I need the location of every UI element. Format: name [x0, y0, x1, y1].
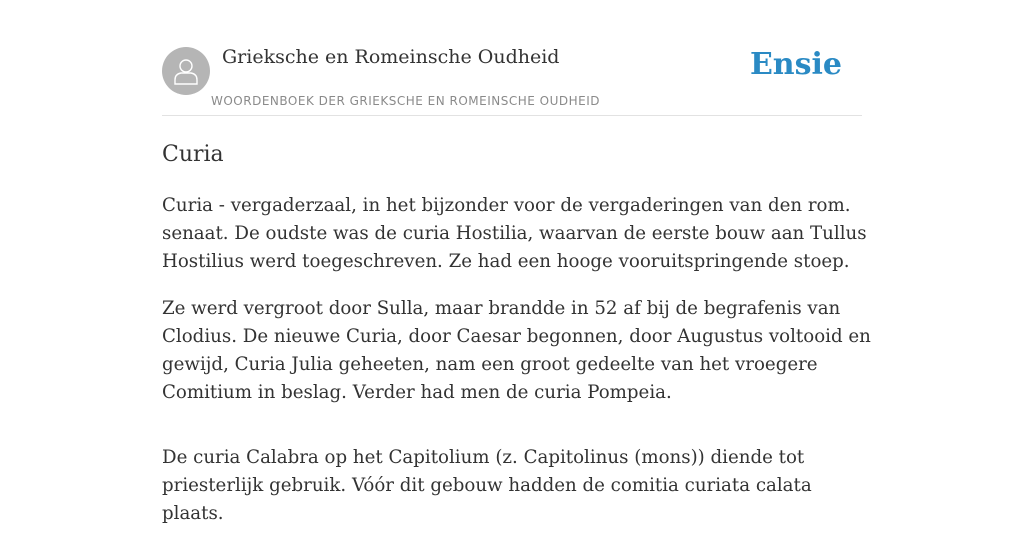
- entry-paragraph: De curia Calabra op het Capitolium (z. Capitolinus (mons)) diende tot priesterlijk gebruik. Vóór dit gebouw hadden de comitia curiata calata plaats.: [162, 447, 812, 524]
- source-header: [162, 0, 862, 116]
- entry-title: Curia: [162, 142, 224, 167]
- ensie-logo[interactable]: Ensie: [749, 47, 842, 82]
- entry-paragraph: Ze werd vergroot door Sulla, maar brandde in 52 af bij de begrafenis van Clodius. De nieuwe Curia, door Caesar begonnen, door Augustus voltooid en gewijd, Curia Julia geheeten, nam een groot gedeelte van het vroegere Comitium in beslag. Verder had men de curia Pompeia.: [162, 298, 871, 403]
- source-subtitle[interactable]: WOORDENBOEK DER GRIEKSCHE EN ROMEINSCHE OUDHEID: [211, 94, 601, 108]
- page-container: [162, 0, 871, 524]
- source-title[interactable]: Grieksche en Romeinsche Oudheid: [222, 46, 560, 68]
- entry-body: [162, 192, 872, 547]
- user-icon: [173, 57, 199, 85]
- source-avatar[interactable]: [162, 47, 210, 95]
- entry-paragraph: Curia - vergaderzaal, in het bijzonder voor de vergaderingen van den rom. senaat. De oudste was de curia Hostilia, waarvan de eerste bouw aan Tullus Hostilius werd toegeschreven. Ze had een hooge vooruitspringende stoep.: [162, 195, 867, 272]
